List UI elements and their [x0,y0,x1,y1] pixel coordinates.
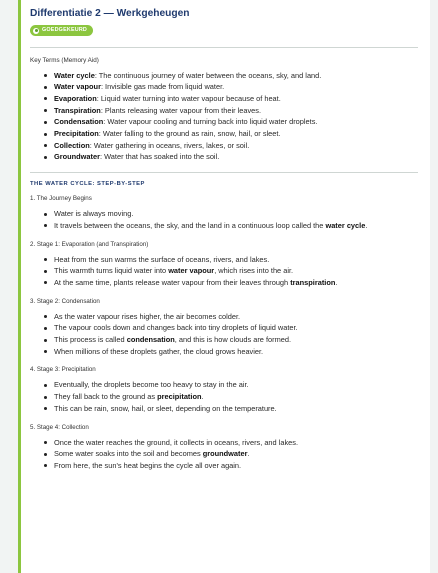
step-list-item [54,322,418,334]
step-list-item [54,208,418,220]
step-list [30,437,418,472]
item-text: . [365,220,368,230]
step-list-item [54,254,418,266]
key-term-item [54,128,418,140]
key-terms-list [30,70,418,164]
step-list-item [54,437,418,449]
document-card [18,0,430,573]
step-list-item [54,460,418,472]
key-term-item [54,140,418,152]
key-term-definition: : Invisible gas made from liquid water. [100,82,225,92]
key-term-definition: : Water that has soaked into the soil. [100,152,220,162]
key-term-item [54,105,418,117]
key-term-name: Water cycle [54,70,95,80]
key-term-definition: : Plants releasing water vapour from their leaves. [100,105,262,115]
key-term-name: Collection [54,140,90,150]
status-badge-label: GOEDGEKEURD [42,27,88,33]
bold-term: precipitation [157,392,202,402]
item-text: They fall back to the ground as [54,392,158,402]
key-term-name: Evaporation [54,93,97,103]
item-text: . [201,392,204,402]
item-text: Eventually, the droplets become too heavy to stay in the air. [54,380,249,390]
key-term-item [54,151,418,163]
key-term-item [54,70,418,82]
item-text: , and this is how clouds are formed. [174,335,292,345]
step-list-item [54,379,418,391]
key-term-definition: : Water vapour cooling and turning back into liquid water droplets. [103,117,318,127]
step-list [30,379,418,414]
key-term-name: Condensation [54,117,104,127]
divider [30,172,418,173]
item-text: The vapour cools down and changes back into tiny droplets of liquid water. [54,323,298,333]
step-heading: 4. Stage 3: Precipitation [30,366,96,374]
item-text: . [335,277,338,287]
key-term-item [54,81,418,93]
item-text: . [247,449,250,459]
step-heading: 2. Stage 1: Evaporation (and Transpiration) [30,240,149,248]
page-title: Differentiatie 2 — Werkgeheugen [30,8,190,19]
step-list [30,311,418,358]
divider [30,47,418,48]
step-list-item [54,448,418,460]
step-list-item [54,277,418,289]
step-list-item [54,403,418,415]
step-list-item [54,220,418,232]
step-heading: 1. The Journey Begins [30,195,92,203]
bold-term: condensation [126,335,175,345]
item-text: It travels between the oceans, the sky, and the land in a continuous loop called the [54,220,326,230]
step-list-item [54,346,418,358]
step-list-item [54,391,418,403]
key-term-definition: : The continuous journey of water between the oceans, sky, and land. [94,70,322,80]
step-heading: 3. Stage 2: Condensation [30,297,100,305]
key-term-item [54,93,418,105]
item-text: , which rises into the air. [214,266,294,276]
item-text: Once the water reaches the ground, it collects in oceans, rivers, and lakes. [54,437,299,447]
step-list-item [54,265,418,277]
item-text: Some water soaks into the soil and becomes [54,449,203,459]
step-list-item [54,311,418,323]
item-text: When millions of these droplets gather, the cloud grows heavier. [54,346,264,356]
step-list [30,208,418,231]
key-term-definition: : Water gathering in oceans, rivers, lakes, or soil. [89,140,250,150]
bold-term: transpiration [290,277,336,287]
section-title: THE WATER CYCLE: STEP-BY-STEP [30,181,145,188]
step-list-item [54,334,418,346]
bold-term: water vapour [168,266,215,276]
item-text: Water is always moving. [54,209,134,219]
item-text: This warmth turns liquid water into [54,266,169,276]
steps-container [30,195,418,472]
item-text: Heat from the sun warms the surface of oceans, rivers, and lakes. [54,254,270,264]
key-term-name: Precipitation [54,129,99,139]
item-text: As the water vapour rises higher, the air becomes colder. [54,311,241,321]
key-term-name: Groundwater [54,152,100,162]
item-text: At the same time, plants release water vapour from their leaves through [54,277,291,287]
key-term-definition: : Liquid water turning into water vapour because of heat. [96,93,281,103]
key-term-name: Transpiration [54,105,101,115]
item-text: This can be rain, snow, hail, or sleet, depending on the temperature. [54,403,277,413]
bold-term: water cycle [325,220,366,230]
bold-term: groundwater [202,449,248,459]
item-text: From here, the sun's heat begins the cycle all over again. [54,460,242,470]
check-icon [33,28,39,34]
step-heading: 5. Stage 4: Collection [30,423,89,431]
item-text: This process is called [54,335,127,345]
status-badge [30,25,93,36]
key-terms-heading: Key Terms (Memory Aid) [30,56,99,64]
key-term-definition: : Water falling to the ground as rain, snow, hail, or sleet. [98,129,281,139]
key-term-name: Water vapour [54,82,101,92]
step-list [30,254,418,289]
key-term-item [54,116,418,128]
